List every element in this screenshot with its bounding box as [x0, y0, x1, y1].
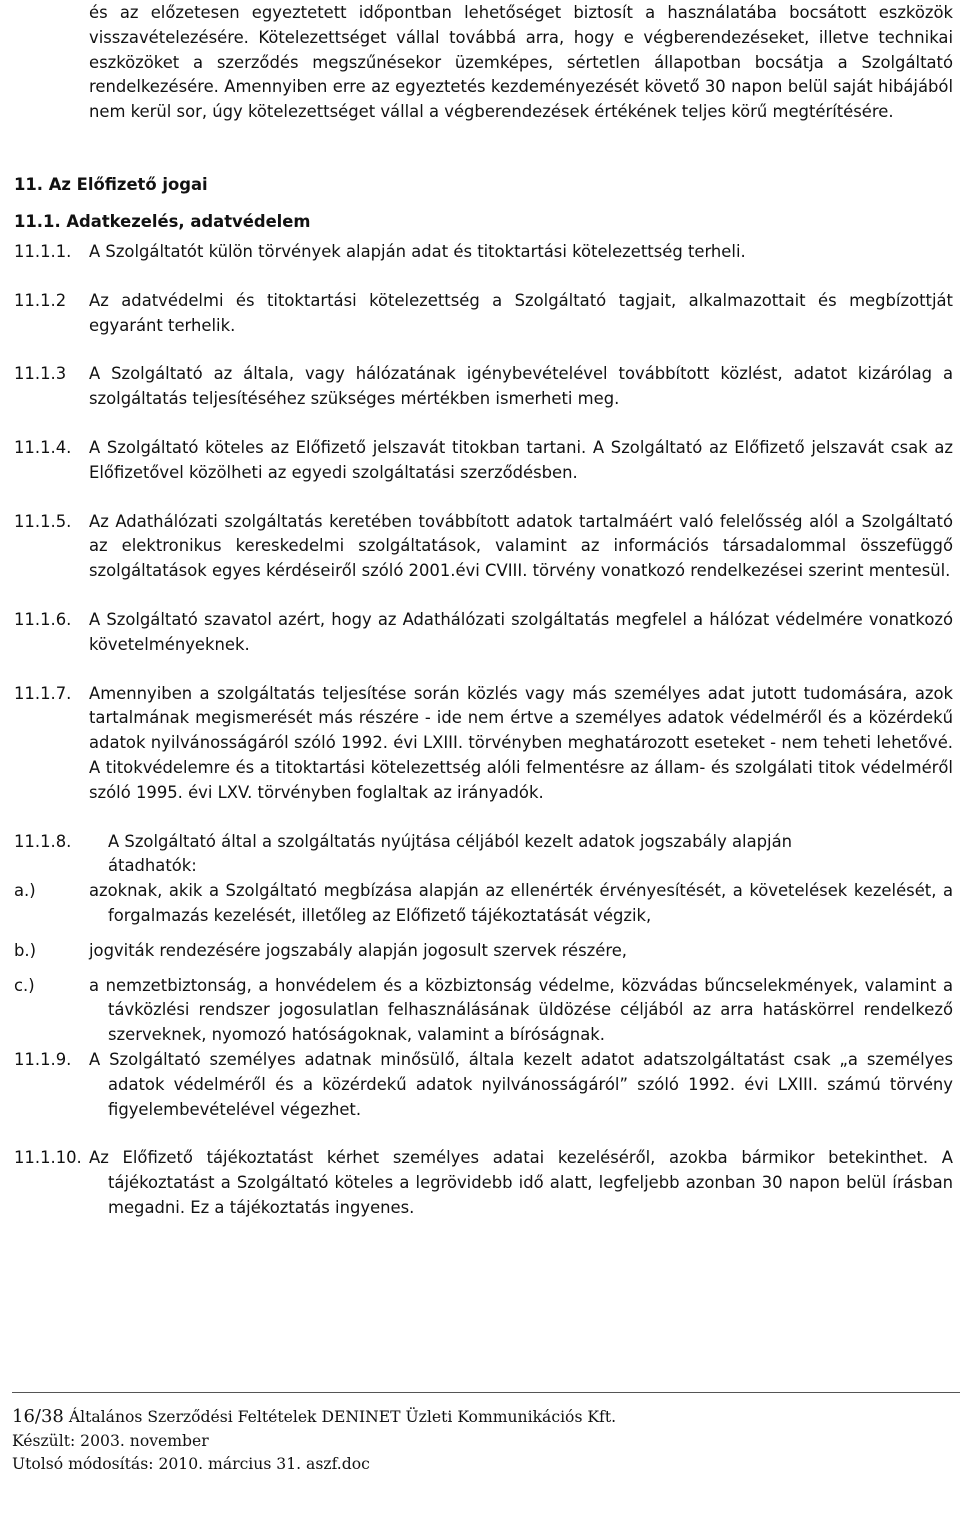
sublist-label: b.)	[14, 940, 37, 960]
clause-text: Amennyiben a szolgáltatás teljesítése során közlés vagy más személyes adat jutott tudomására, azok tartalmának megismerését más részére - ide nem értve a személyes adatok védelméről és a közérdekű adatok nyilvánosságáról szóló 1992. évi LXIII. törvényben meghatározott eseteket - nem teheti lehetővé. A titokvédelemre és a titoktartási kötelezettség alóli felmentésre az állam- és szolgálati titok védelméről szóló 1995. évi LXV. törvényben foglaltak az irányadók.	[89, 683, 953, 802]
sublist-text: a nemzetbiztonság, a honvédelem és a közbiztonság védelme, közvádas bűncselekmények, valamint a távközlési rendszer jogosulatlan felhasználásának üldözése céljából az arra hatáskörrel rendelkező szerveknek, nyomozó hatóságoknak, valamint a bíróságnak.	[89, 975, 953, 1045]
clause-11-1-7	[14, 682, 953, 806]
clause-text: A Szolgáltató az általa, vagy hálózatának igénybevételével továbbított közlést, adatot kizárólag a szolgáltatás teljesítéséhez szükséges mértékben ismerheti meg.	[89, 364, 953, 409]
clause-11-1-8	[14, 830, 953, 880]
section-heading: 11. Az Előfizető jogai	[14, 174, 208, 194]
document-body	[14, 0, 953, 1221]
clause-11-1-5	[14, 510, 953, 584]
sublist-item-c	[14, 974, 953, 1048]
clause-text: A Szolgáltatót külön törvények alapján adat és titoktartási kötelezettség terheli.	[89, 241, 746, 261]
clause-number: 11.1.3	[14, 364, 67, 384]
clause-number: 11.1.1.	[14, 241, 72, 261]
clause-11-1-4	[14, 436, 953, 486]
footer-title-line	[12, 1405, 960, 1430]
clause-text: A Szolgáltató szavatol azért, hogy az Adathálózati szolgáltatás megfelel a hálózat védelmére vonatkozó követelményeknek.	[89, 609, 953, 654]
created-date: Készült: 2003. november	[12, 1431, 209, 1450]
sublist-label: a.)	[14, 881, 36, 901]
modified-date: Utolsó módosítás: 2010. március 31. aszf.doc	[12, 1455, 370, 1473]
clause-text: Az Előfizető tájékoztatást kérhet személyes adatai kezeléséről, azokba bármikor betekinthet. A tájékoztatást a Szolgáltató köteles a legrövidebb idő alatt, legfeljebb azonban 30 napon belül írásban megadni. Ez a tájékoztatás ingyenes.	[89, 1148, 953, 1217]
clause-number: 11.1.5.	[14, 511, 72, 531]
clause-11-1-6	[14, 608, 953, 658]
clause-number: 11.1.9.	[14, 1049, 72, 1069]
page-number: 16/38	[12, 1406, 64, 1427]
clause-text: Az Adathálózati szolgáltatás keretében továbbított adatok tartalmáért való felelősség alól a Szolgáltató az elektronikus kereskedelmi szolgáltatások, valamint az információs társadalommal összefüggő szolgáltatások egyes kérdéseiről szóló 2001.évi CVIII. törvény vonatkozó rendelkezései szerint mentesül.	[89, 511, 953, 581]
clause-11-1-9	[14, 1048, 953, 1122]
document-title: Általános Szerződési Feltételek DENINET Üzleti Kommunikációs Kft.	[68, 1408, 617, 1426]
clause-11-1-1	[14, 240, 953, 265]
clause-11-1-10	[14, 1146, 953, 1220]
clause-number: 11.1.4.	[14, 437, 72, 457]
clause-text: Az adatvédelmi és titoktartási kötelezettség a Szolgáltató tagjait, alkalmazottait és megbízottját egyaránt terhelik.	[89, 290, 953, 335]
clause-number: 11.1.6.	[14, 609, 72, 629]
subsection-heading: 11.1. Adatkezelés, adatvédelem	[14, 211, 311, 231]
clause-number: 11.1.10.	[14, 1148, 82, 1168]
page-footer	[12, 1392, 960, 1477]
clause-number: 11.1.2	[14, 290, 67, 310]
clause-text: A Szolgáltató köteles az Előfizető jelszavát titokban tartani. A Szolgáltató az Előfizető jelszavát csak az Előfizetővel közölheti az egyedi szolgáltatási szerződésben.	[89, 437, 953, 482]
clause-11-1-2	[14, 289, 953, 339]
clause-11-1-3	[14, 362, 953, 412]
sublist-item-a	[14, 879, 953, 929]
sublist-text: azoknak, akik a Szolgáltató megbízása alapján az ellenérték érvényesítését, a követelések kezelését, a forgalmazás kezelését, illetőleg az Előfizető tájékoztatását végzik,	[89, 881, 953, 925]
clause-text: A Szolgáltató személyes adatnak minősülő, általa kezelt adatot adatszolgáltatást csak „a személyes adatok védelméről és a közérdekű adatok nyilvánosságáról” szóló 1992. évi LXIII. számú törvény figyelembevételével végezhet.	[89, 1049, 953, 1119]
clause-text: A Szolgáltató által a szolgáltatás nyújtása céljából kezelt adatok jogszabály alapján átadhatók:	[108, 831, 793, 876]
clause-number: 11.1.8.	[14, 831, 72, 851]
clause-number: 11.1.7.	[14, 683, 72, 703]
sublist-text: jogviták rendezésére jogszabály alapján jogosult szervek részére,	[89, 940, 628, 960]
intro-paragraph: és az előzetesen egyeztetett időpontban lehetőséget biztosít a használatába bocsátott eszközök visszavételezésére. Kötelezettséget vállal továbbá arra, hogy e végberendezéseket, illetve technikai eszközöket a szerződés megszűnésekor üzemképes, sértetlen állapotban bocsátja a Szolgáltató rendelkezésére. Amennyiben erre az egyeztetés kezdeményezését követő 30 napon belül saját hibájából nem kerül sor, úgy kötelezettséget vállal a végberendezések értékének teljes körű megtérítésére.	[89, 3, 953, 122]
sublist-label: c.)	[14, 975, 35, 995]
sublist-item-b	[14, 939, 953, 964]
